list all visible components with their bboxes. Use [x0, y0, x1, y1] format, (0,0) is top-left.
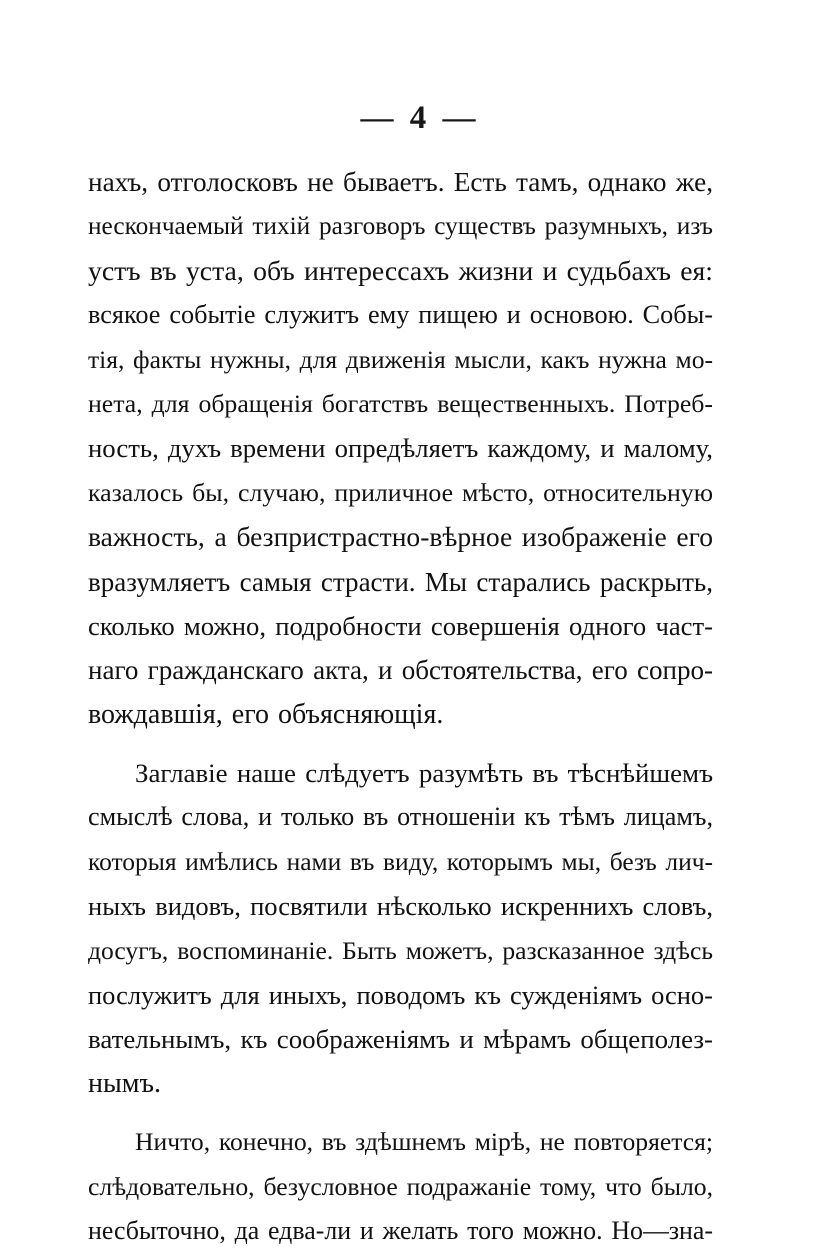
text-line: несбыточно, да едва-ли и желать того можно. Но—зна- — [88, 1215, 713, 1245]
text-line: нымъ. — [88, 1067, 161, 1099]
text-line: казалось бы, случаю, приличное мѣсто, относительную — [88, 477, 713, 507]
text-line: которыя имѣлись нами въ виду, которымъ мы, безъ лич- — [88, 846, 713, 876]
text-line: вразумляетъ самыя страсти. Мы старались раскрыть, — [88, 566, 713, 597]
text-line: наго гражданскаго акта, и обстоятельства, его сопро- — [88, 655, 713, 686]
text-line: нета, для обращенія богатствъ вещественныхъ. Потреб- — [88, 388, 713, 418]
text-line: нахъ, отголосковъ не бываетъ. Есть тамъ, однако же, — [88, 167, 713, 197]
text-line: сколько можно, подробности совершенія одного част- — [88, 610, 713, 641]
text-line: вательнымъ, къ соображеніямъ и мѣрамъ общеполез- — [88, 1024, 713, 1055]
text-line: ность, духъ времени опредѣляетъ каждому, и малому, — [88, 433, 713, 464]
text-line: Ничто, конечно, въ здѣшнемъ мірѣ, не повторяется; — [135, 1127, 713, 1157]
page-number: — 4 — — [360, 100, 480, 136]
paragraph-gap — [88, 737, 713, 751]
text-line: вождавшія, его объясняющія. — [88, 698, 444, 730]
text-line: Заглавіе наше слѣдуетъ разумѣть въ тѣснѣйшемъ — [135, 758, 713, 789]
text-line: устъ въ уста, объ интерессахъ жизни и судьбахъ ея: — [88, 254, 713, 286]
text-line: нескончаемый тихій разговоръ существъ разумныхъ, изъ — [88, 212, 713, 241]
text-line: ныхъ видовъ, посвятили нѣсколько искреннихъ словъ, — [88, 891, 713, 922]
text-line: смыслѣ слова, и только въ отношеніи къ тѣмъ лицамъ, — [88, 802, 713, 832]
paragraph-1 — [88, 160, 713, 737]
text-line: важность, а безпристрастно-вѣрное изображеніе его — [88, 521, 713, 553]
paragraph-3 — [88, 1120, 713, 1253]
text-line: досугъ, воспоминаніе. Быть можетъ, разсказанное здѣсь — [88, 935, 713, 965]
paragraph-2 — [88, 751, 713, 1106]
paragraph-gap — [88, 1106, 713, 1120]
text-line: слѣдовательно, безусловное подражаніе тому, что было, — [88, 1171, 713, 1201]
text-line: всякое событіе служитъ ему пищею и основою. Собы- — [88, 300, 713, 330]
text-line: послужитъ для иныхъ, поводомъ къ сужденіямъ осно- — [88, 980, 713, 1011]
body-text — [88, 160, 713, 1253]
text-line: тія, факты нужны, для движенія мысли, какъ нужна мо- — [88, 344, 713, 374]
